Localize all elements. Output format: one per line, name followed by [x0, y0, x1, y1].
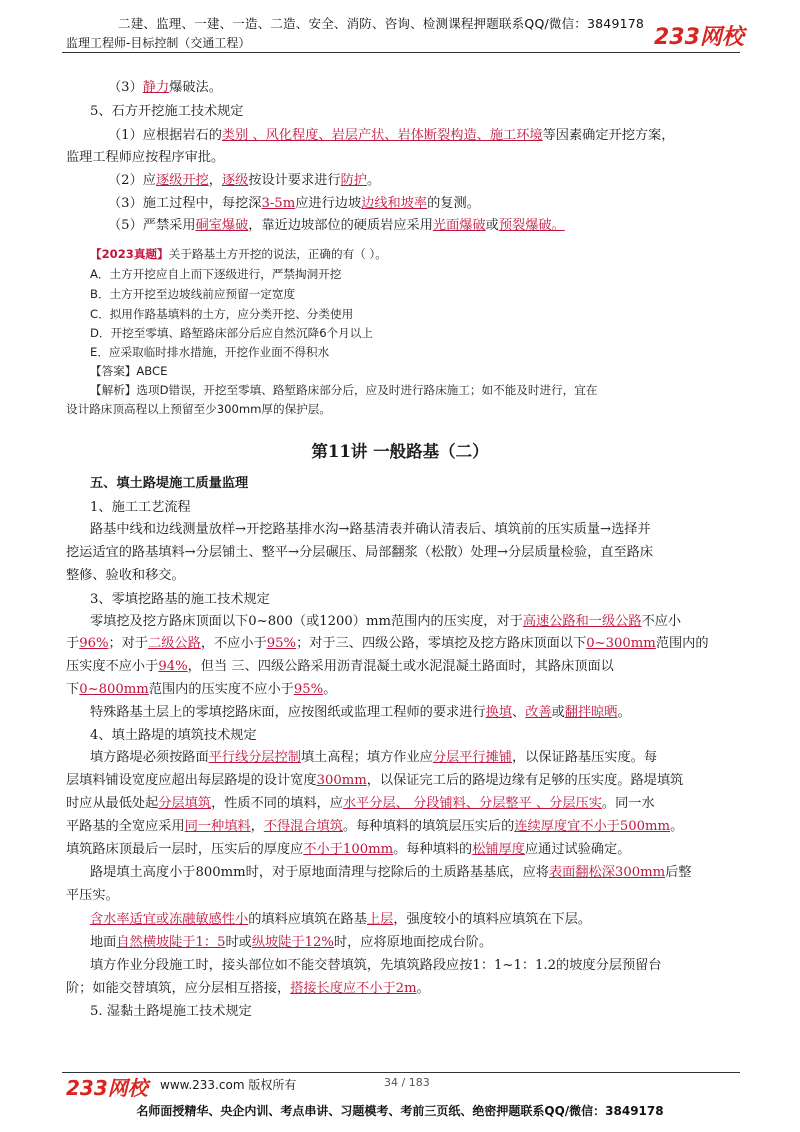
text-line: 填方作业分段施工时，接头部位如不能交替填筑，先填筑路段应按1：1~1：1.2的坡度分层预留台: [90, 958, 662, 973]
text-line: 特殊路基土层上的零填挖路床面，应按图纸或监理工程师的要求进行换填、改善或翻拌晾晒。: [90, 705, 631, 720]
header-contact-text: 二建、监理、一建、一造、二造、安全、消防、咨询、检测课程押题联系QQ/微信：3849178: [118, 16, 645, 31]
question-analysis: 设计路床顶高程以上预留至少300mm厚的保护层。: [66, 402, 331, 416]
text-line: 路基中线和边线测量放样→开挖路基排水沟→路基清表并确认清表后、填筑前的压实质量→选择并: [90, 522, 651, 537]
question-option-e: E．应采取临时排水措施，开挖作业面不得积水: [90, 345, 330, 359]
question-option-a: A．土方开挖应自上而下逐级进行，严禁掏洞开挖: [90, 267, 342, 281]
document-subtitle: 监理工程师-目标控制（交通工程）: [66, 36, 251, 50]
footer-divider: [62, 1072, 740, 1073]
text-line: 平路基的全宽应采用同一种填料，不得混合填筑。每种填料的填筑层压实后的连续厚度宜不小于500mm。: [66, 819, 684, 834]
text-line: 时应从最低处起分层填筑，性质不同的填料，应水平分层、 分段铺料、分层整平 、分层压实。同一水: [66, 796, 655, 811]
footer-logo[interactable]: 233网校: [66, 1076, 148, 1100]
lesson-title: 第11讲 一般路基（二）: [311, 442, 489, 461]
header-divider: [62, 52, 740, 53]
page-number: 34 / 183: [384, 1076, 430, 1089]
section-heading: 4、填土路堤的填筑技术规定: [90, 728, 257, 743]
section-heading: 5. 湿黏土路堤施工技术规定: [90, 1004, 252, 1019]
text-line: 监理工程师应按程序审批。: [66, 150, 225, 165]
section-heading: 5、石方开挖施工技术规定: [90, 104, 244, 119]
text-line: 地面自然横坡陡于1：5时或纵坡陡于12%时，应将原地面挖成台阶。: [90, 935, 493, 950]
question-title: 【2023真题】关于路基土方开挖的说法，正确的有（ ）。: [90, 247, 387, 261]
text-line: 挖运适宜的路基填料→分层铺土、整平→分层碾压、局部翻浆（松散）处理→分层质量检验，直至路床: [66, 545, 654, 560]
text-line: 整修、验收和移交。: [66, 568, 185, 583]
text-line: 填筑路床顶最后一层时，压实后的厚度应不小于100mm。每种填料的松铺厚度应通过试验确定。: [66, 842, 631, 857]
text-line: （3）施工过程中，每挖深3-5m应进行边坡边线和坡率的复测。: [108, 196, 480, 211]
text-line: 层填料铺设宽度应超出每层路堤的设计宽度300mm，以保证完工后的路堤边缘有足够的压实度。路堤填筑: [66, 773, 684, 788]
section-heading: 1、施工工艺流程: [90, 500, 191, 515]
question-answer: 【答案】ABCE: [90, 364, 168, 378]
text-line: （5）严禁采用硐室爆破，靠近边坡部位的硬质岩应采用光面爆破或预裂爆破。: [108, 218, 565, 233]
brand-logo[interactable]: 233网校: [654, 25, 744, 50]
text-line: 下0~800mm范围内的压实度不应小于95%。: [66, 682, 337, 697]
text-line: 含水率适宜或冻融敏感性小的填料应填筑在路基上层，强度较小的填料应填筑在下层。: [90, 912, 592, 927]
footer-copyright[interactable]: www.233.com 版权所有: [160, 1078, 297, 1092]
text-line: 零填挖及挖方路床顶面以下0~800（或1200）mm范围内的压实度，对于高速公路和一级公路不应小: [90, 614, 682, 629]
footer-contact-text: 名师面授精华、央企内训、考点串讲、习题模考、考前三页纸、绝密押题联系QQ/微信：3849178: [136, 1104, 664, 1118]
text-line: 填方路堤必须按路面平行线分层控制填土高程；填方作业应分层平行摊铺，以保证路基压实度。每: [90, 750, 658, 765]
question-option-d: D．开挖至零填、路堑路床部分后应自然沉降6个月以上: [90, 326, 373, 340]
text-line: 压实度不应小于94%，但当 三、四级公路采用沥青混凝土或水泥混凝土路面时，其路床顶面以: [66, 659, 614, 674]
text-line: （2）应逐级开挖，逐级按设计要求进行防护。: [108, 173, 381, 188]
question-analysis: 【解析】选项D错误，开挖至零填、路堑路床部分后，应及时进行路床施工；如不能及时进行，宜在: [90, 383, 598, 397]
text-line: 平压实。: [66, 888, 119, 903]
text-line: 阶；如能交替填筑，应分层相互搭接，搭接长度应不小于2m。: [66, 981, 430, 996]
section-heading: 3、零填挖路基的施工技术规定: [90, 592, 270, 607]
section-heading: 五、填土路堤施工质量监理: [90, 476, 249, 491]
text-line: 路堤填土高度小于800mm时，对于原地面清理与挖除后的土质路基基底，应将表面翻松深300mm后整: [90, 865, 692, 880]
question-option-b: B．土方开挖至边坡线前应预留一定宽度: [90, 287, 296, 301]
text-line: （1）应根据岩石的类别 、风化程度、岩层产状、岩体断裂构造、施工环境等因素确定开挖方案，: [108, 128, 675, 143]
text-line: （3）静力爆破法。: [108, 80, 222, 95]
text-line: 于96%；对于二级公路，不应小于95%；对于三、四级公路，零填挖及挖方路床顶面以下0~300mm范围内的: [66, 636, 709, 651]
question-option-c: C．拟用作路基填料的土方，应分类开挖、分类使用: [90, 307, 354, 321]
